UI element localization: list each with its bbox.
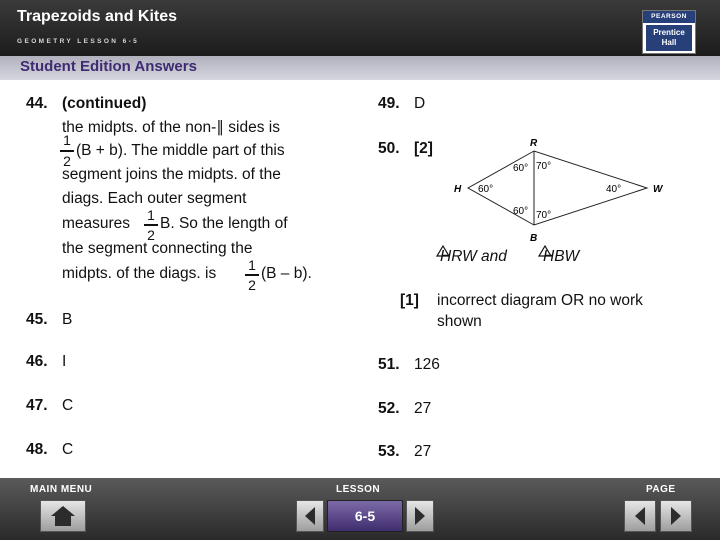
angle-R-right: 70° — [536, 161, 552, 172]
q51-number: 51. — [378, 356, 400, 373]
q44-number: 44. — [26, 95, 48, 112]
lesson-number: 6-5 — [327, 500, 403, 532]
angle-R-left: 60° — [513, 163, 529, 174]
page-title: Trapezoids and Kites — [17, 8, 178, 25]
q52-number: 52. — [378, 400, 400, 417]
vertex-H: H — [454, 184, 462, 195]
q44-line7: the segment connecting the — [62, 240, 253, 257]
q53-answer: 27 — [414, 443, 432, 460]
q44-frac2-num: 1 — [147, 207, 155, 223]
section-bar — [0, 56, 720, 80]
page-next-button[interactable] — [660, 500, 692, 532]
q44-line3: (B + b). The middle part of this — [76, 142, 285, 159]
q50-number: 50. — [378, 140, 400, 157]
q44-line5: diags. Each outer segment — [62, 190, 247, 207]
footer-nav — [0, 478, 720, 540]
kite-diagram — [440, 130, 670, 250]
q46-number: 46. — [26, 353, 48, 370]
q44-frac1-num: 1 — [63, 132, 71, 148]
q50-score: [2] — [414, 140, 433, 157]
q50-score1-line2: shown — [437, 313, 482, 330]
header — [0, 0, 720, 56]
q48-number: 48. — [26, 441, 48, 458]
angle-B-right: 70° — [536, 210, 552, 221]
angle-B-left: 60° — [513, 206, 529, 217]
lesson-label: LESSON — [336, 484, 381, 495]
q46-answer: I — [62, 353, 67, 370]
q50-score1: [1] — [400, 292, 419, 309]
page-subtitle: GEOMETRY LESSON 6-5 — [17, 38, 140, 45]
q50-score1-line1: incorrect diagram OR no work — [437, 292, 643, 309]
q44-line6-post: B. So the length of — [160, 215, 288, 232]
page-label: PAGE — [646, 484, 676, 495]
q44-frac3-den: 2 — [248, 277, 256, 293]
q47-number: 47. — [26, 397, 48, 414]
home-button[interactable] — [40, 500, 86, 532]
q44-line6-pre: measures — [62, 215, 131, 232]
page-arrow-right-icon — [661, 501, 691, 531]
angle-W: 40° — [606, 184, 622, 195]
q49-number: 49. — [378, 95, 400, 112]
logo-brand: PEARSON — [643, 11, 695, 23]
q44-frac3-num: 1 — [248, 257, 256, 273]
q44-line8-post: (B – b). — [261, 265, 312, 282]
q44-line8-pre: midpts. of the diags. is — [62, 265, 217, 282]
q48-answer: C — [62, 441, 74, 458]
q45-number: 45. — [26, 311, 48, 328]
q51-answer: 126 — [414, 356, 440, 373]
q44-line4: segment joins the midpts. of the — [62, 166, 281, 183]
pearson-logo — [642, 10, 696, 54]
main-menu-label: MAIN MENU — [30, 484, 93, 495]
q44-frac2-bar — [144, 224, 158, 226]
q44-frac1-bar — [60, 150, 74, 152]
q50-congruence-left: HRW and — [440, 248, 507, 265]
angle-H: 60° — [478, 184, 494, 195]
lesson-prev-button[interactable] — [296, 500, 324, 532]
q44-frac2-den: 2 — [147, 227, 155, 243]
q44-frac1-den: 2 — [63, 153, 71, 169]
arrow-left-icon — [297, 501, 323, 531]
logo-imprint — [646, 25, 692, 51]
q44-frac3-bar — [245, 274, 259, 276]
vertex-B: B — [530, 233, 538, 244]
section-label: Student Edition Answers — [20, 58, 197, 75]
page-arrow-left-icon — [625, 501, 655, 531]
vertex-W: W — [653, 184, 663, 195]
q50-congruence-right: HBW — [543, 248, 580, 265]
logo-line2: Hall — [661, 38, 677, 47]
arrow-right-icon — [407, 501, 433, 531]
q52-answer: 27 — [414, 400, 432, 417]
q47-answer: C — [62, 397, 74, 414]
page-prev-button[interactable] — [624, 500, 656, 532]
q53-number: 53. — [378, 443, 400, 460]
q45-answer: B — [62, 311, 73, 328]
vertex-R: R — [530, 138, 538, 149]
q49-answer: D — [414, 95, 426, 112]
lesson-next-button[interactable] — [406, 500, 434, 532]
q44-line2: the midpts. of the non-∥ sides is — [62, 119, 280, 136]
q44-line1: (continued) — [62, 95, 147, 112]
home-icon — [41, 501, 85, 531]
logo-line1: Prentice — [653, 28, 685, 37]
